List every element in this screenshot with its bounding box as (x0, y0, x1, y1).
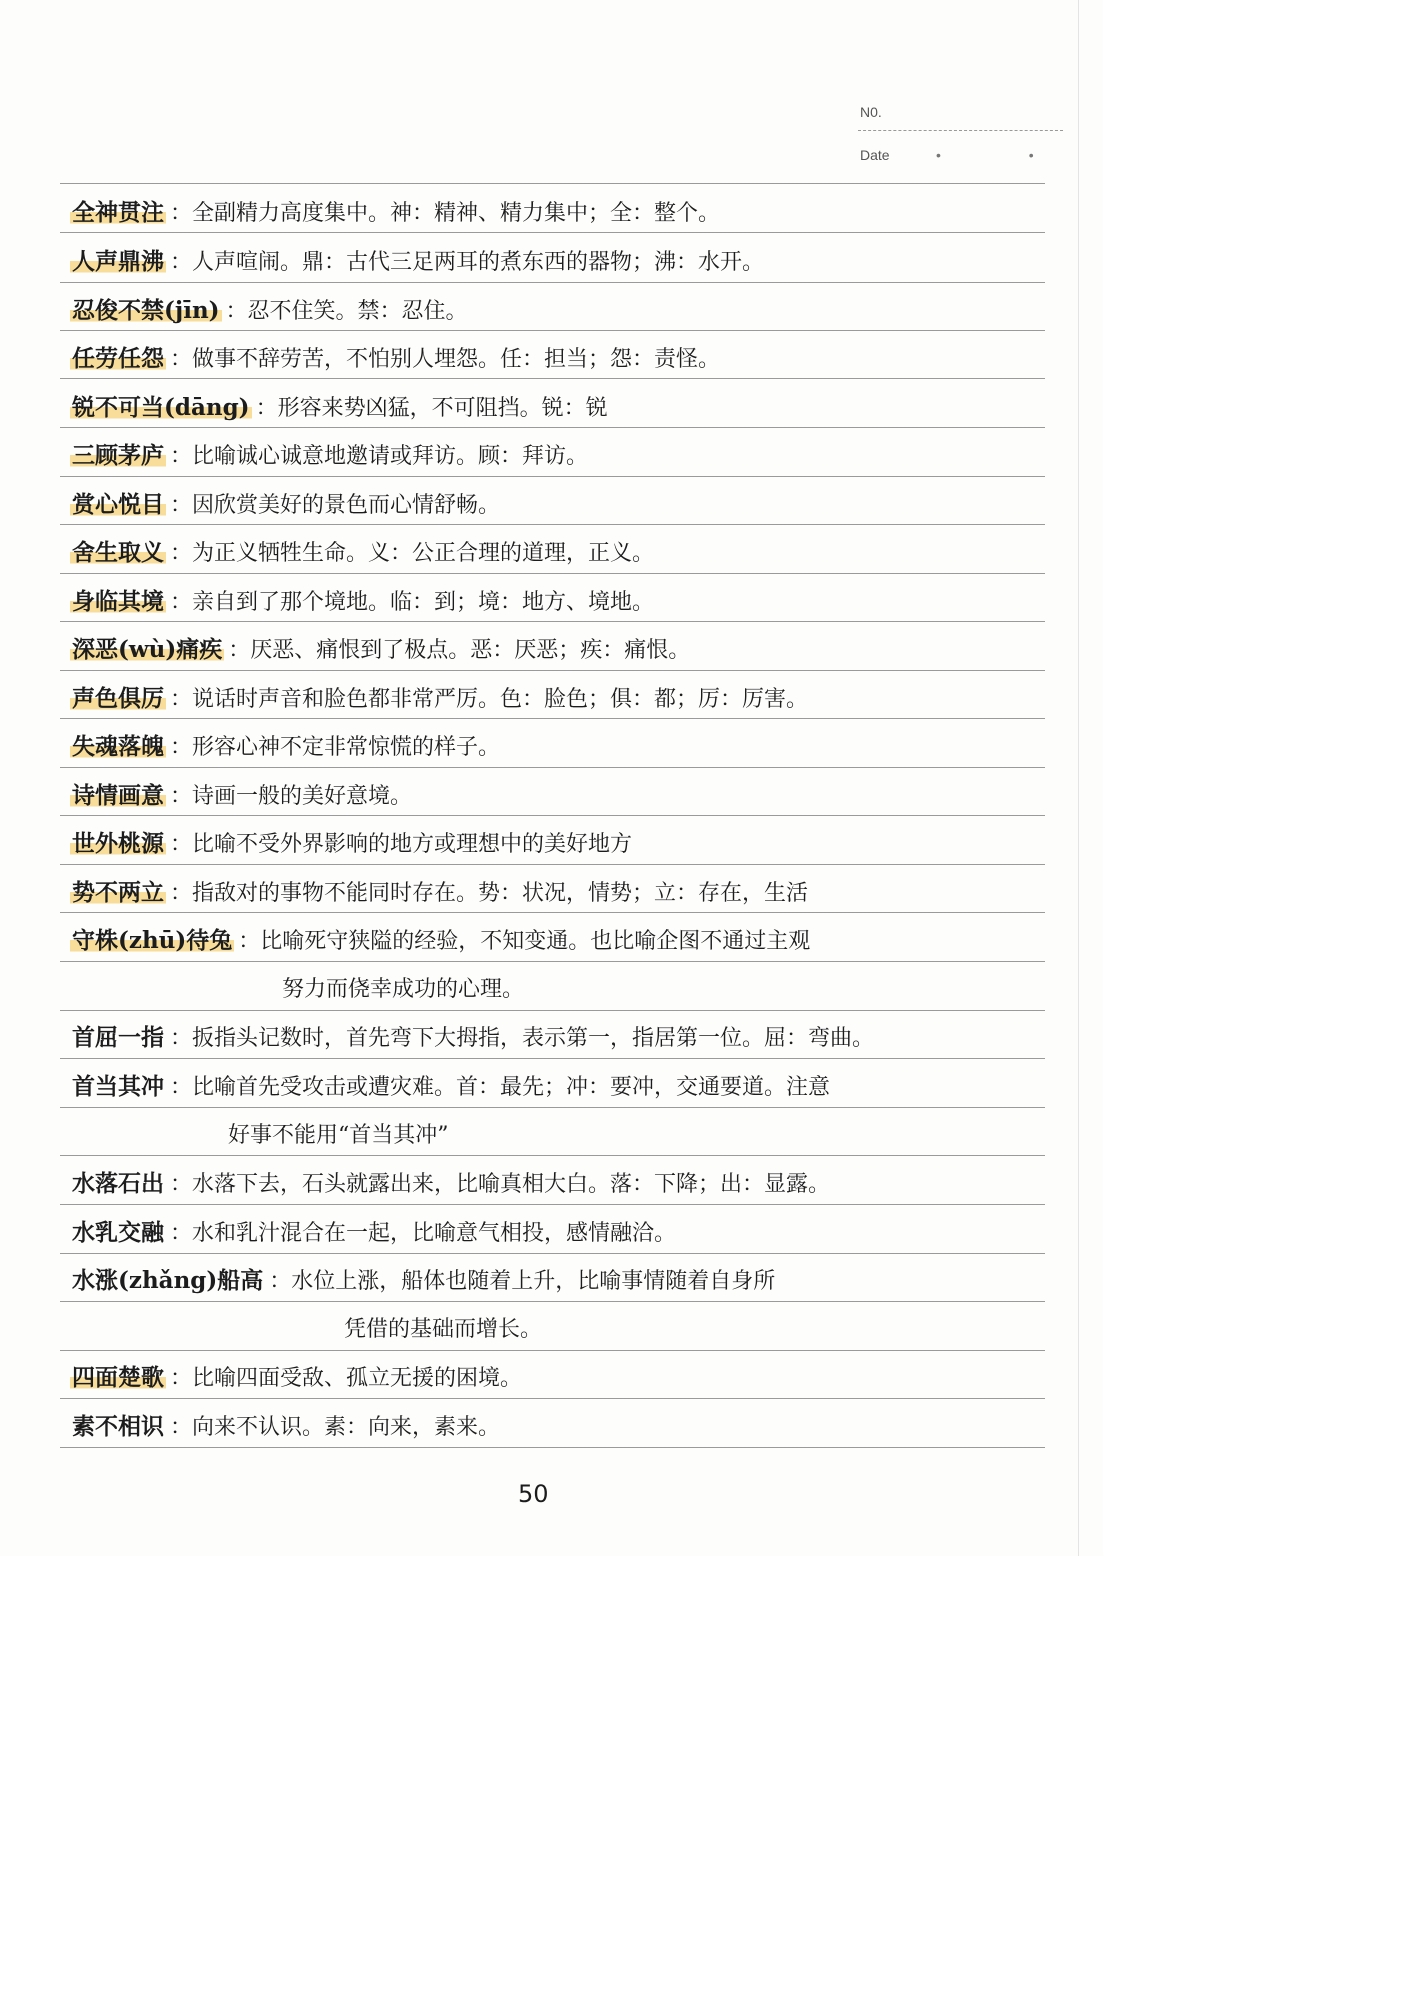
idiom-definition: ：比喻死守狭隘的经验，不知变通。也比喻企图不通过主观 (238, 929, 811, 954)
idiom-definition: ：全副精力高度集中。神：精神、精力集中；全：整个。 (170, 201, 721, 226)
idiom-definition: ：因欣赏美好的景色而心情舒畅。 (170, 493, 501, 518)
idiom-term: 素不相识 (72, 1413, 164, 1440)
ruled-line (60, 1253, 1045, 1254)
idiom-definition: ：比喻四面受敌、孤立无援的困境。 (170, 1366, 523, 1391)
idiom-definition: ：厌恶、痛恨到了极点。恶：厌恶；疾：痛恨。 (228, 638, 691, 663)
idiom-definition: ：形容心神不定非常惊慌的样子。 (170, 735, 501, 760)
idiom-definition: ：亲自到了那个境地。临：到；境：地方、境地。 (170, 590, 655, 615)
idiom-entry (70, 536, 654, 570)
ruled-line (60, 183, 1045, 184)
idiom-definition: ：指敌对的事物不能同时存在。势：状况，情势；立：存在，生活 (170, 881, 809, 906)
ruled-line (60, 1155, 1045, 1156)
ruled-line (60, 1107, 1045, 1108)
idiom-term: 深恶(wù)痛疾 (72, 636, 223, 663)
idiom-definition: ：诗画一般的美好意境。 (170, 784, 413, 809)
number-dashed-line (858, 130, 1063, 131)
ruled-line (60, 378, 1045, 379)
idiom-entry (70, 1410, 500, 1444)
ruled-line (60, 1301, 1045, 1302)
idiom-term: 世外桃源 (72, 830, 164, 857)
idiom-term: 水乳交融 (72, 1219, 164, 1246)
continuation-text: 凭借的基础而增长。 (344, 1317, 543, 1342)
idiom-entry (70, 1264, 775, 1298)
idiom-entry (70, 1216, 676, 1250)
idiom-term: 忍俊不禁(jīn) (72, 297, 220, 324)
ruled-line (60, 282, 1045, 283)
idiom-entry (70, 827, 632, 861)
idiom-entry (70, 342, 720, 376)
ruled-line (60, 718, 1045, 719)
ruled-line (60, 476, 1045, 477)
idiom-entry (70, 1361, 522, 1395)
idiom-term: 身临其境 (72, 588, 164, 615)
idiom-entry (70, 391, 608, 425)
idiom-entry (70, 196, 720, 230)
idiom-entry (70, 876, 808, 910)
idiom-term: 三顾茅庐 (72, 442, 164, 469)
idiom-definition: ：说话时声音和脸色都非常严厉。色：脸色；俱：都；厉：厉害。 (170, 687, 809, 712)
definition-continuation (228, 1119, 449, 1153)
idiom-definition: ：形容来势凶猛，不可阻挡。锐：锐 (255, 396, 608, 421)
page-number: 50 (518, 1480, 549, 1508)
idiom-entry (70, 488, 500, 522)
idiom-definition: ：扳指头记数时，首先弯下大拇指，表示第一，指居第一位。屈：弯曲。 (170, 1026, 875, 1051)
ruled-line (60, 1350, 1045, 1351)
idiom-definition: ：为正义牺牲生命。义：公正合理的道理，正义。 (170, 541, 655, 566)
ruled-line (60, 864, 1045, 865)
idiom-term: 诗情画意 (72, 782, 164, 809)
ruled-line (60, 621, 1045, 622)
ruled-line (60, 912, 1045, 913)
date-label: Date (860, 147, 890, 163)
idiom-entry (70, 779, 412, 813)
definition-continuation (344, 1313, 542, 1347)
idiom-entry (70, 730, 500, 764)
idiom-definition: ：水位上涨，船体也随着上升，比喻事情随着自身所 (269, 1269, 776, 1294)
ruled-line (60, 1398, 1045, 1399)
ruled-line (60, 1204, 1045, 1205)
idiom-term: 人声鼎沸 (72, 248, 164, 275)
ruled-line (60, 1010, 1045, 1011)
continuation-text: 努力而侥幸成功的心理。 (282, 977, 525, 1002)
idiom-definition: ：比喻不受外界影响的地方或理想中的美好地方 (170, 832, 633, 857)
idiom-entry (70, 439, 588, 473)
idiom-term: 水涨(zhǎng)船高 (72, 1267, 264, 1294)
idiom-entry (70, 1070, 830, 1104)
ruled-line (60, 524, 1045, 525)
idiom-definition: ：水落下去，石头就露出来，比喻真相大白。落：下降；出：显露。 (170, 1172, 831, 1197)
idiom-entry (70, 924, 810, 958)
ruled-line (60, 427, 1045, 428)
ruled-line (60, 573, 1045, 574)
idiom-definition: ：人声喧闹。鼎：古代三足两耳的煮东西的器物；沸：水开。 (170, 250, 765, 275)
idiom-term: 守株(zhū)待兔 (72, 927, 233, 954)
idiom-term: 舍生取义 (72, 539, 164, 566)
idiom-term: 任劳任怨 (72, 345, 164, 372)
idiom-term: 全神贯注 (72, 199, 164, 226)
idiom-entry (70, 245, 764, 279)
date-dots: • • (936, 147, 1076, 163)
ruled-line (60, 1447, 1045, 1448)
idiom-term: 锐不可当(dāng) (72, 394, 250, 421)
idiom-entry (70, 1021, 874, 1055)
idiom-term: 赏心悦目 (72, 491, 164, 518)
ruled-line (60, 670, 1045, 671)
ruled-line (60, 961, 1045, 962)
idiom-term: 失魂落魄 (72, 733, 164, 760)
number-label: N0. (860, 104, 882, 120)
ruled-line (60, 330, 1045, 331)
idiom-term: 四面楚歌 (72, 1364, 164, 1391)
ruled-line (60, 815, 1045, 816)
idiom-term: 首当其冲 (72, 1073, 164, 1100)
idiom-definition: ：做事不辞劳苦，不怕别人埋怨。任：担当；怨：责怪。 (170, 347, 721, 372)
idiom-entry (70, 294, 468, 328)
ruled-line (60, 232, 1045, 233)
page-binding-edge (1078, 0, 1079, 1556)
idiom-definition: ：向来不认识。素：向来，素来。 (170, 1415, 501, 1440)
ruled-line (60, 1058, 1045, 1059)
continuation-text: 好事不能用“首当其冲” (228, 1123, 449, 1148)
idiom-definition: ：比喻诚心诚意地邀请或拜访。顾：拜访。 (170, 444, 589, 469)
idiom-term: 水落石出 (72, 1170, 164, 1197)
definition-continuation (282, 973, 524, 1007)
idiom-entry (70, 682, 808, 716)
idiom-term: 声色俱厉 (72, 685, 164, 712)
ruled-line (60, 767, 1045, 768)
idiom-entry (70, 585, 654, 619)
idiom-definition: ：忍不住笑。禁：忍住。 (225, 299, 468, 324)
idiom-term: 首屈一指 (72, 1024, 164, 1051)
idiom-definition: ：比喻首先受攻击或遭灾难。首：最先；冲：要冲，交通要道。注意 (170, 1075, 831, 1100)
idiom-entry (70, 1167, 830, 1201)
idiom-entry (70, 633, 690, 667)
idiom-term: 势不两立 (72, 879, 164, 906)
idiom-definition: ：水和乳汁混合在一起，比喻意气相投，感情融洽。 (170, 1221, 677, 1246)
